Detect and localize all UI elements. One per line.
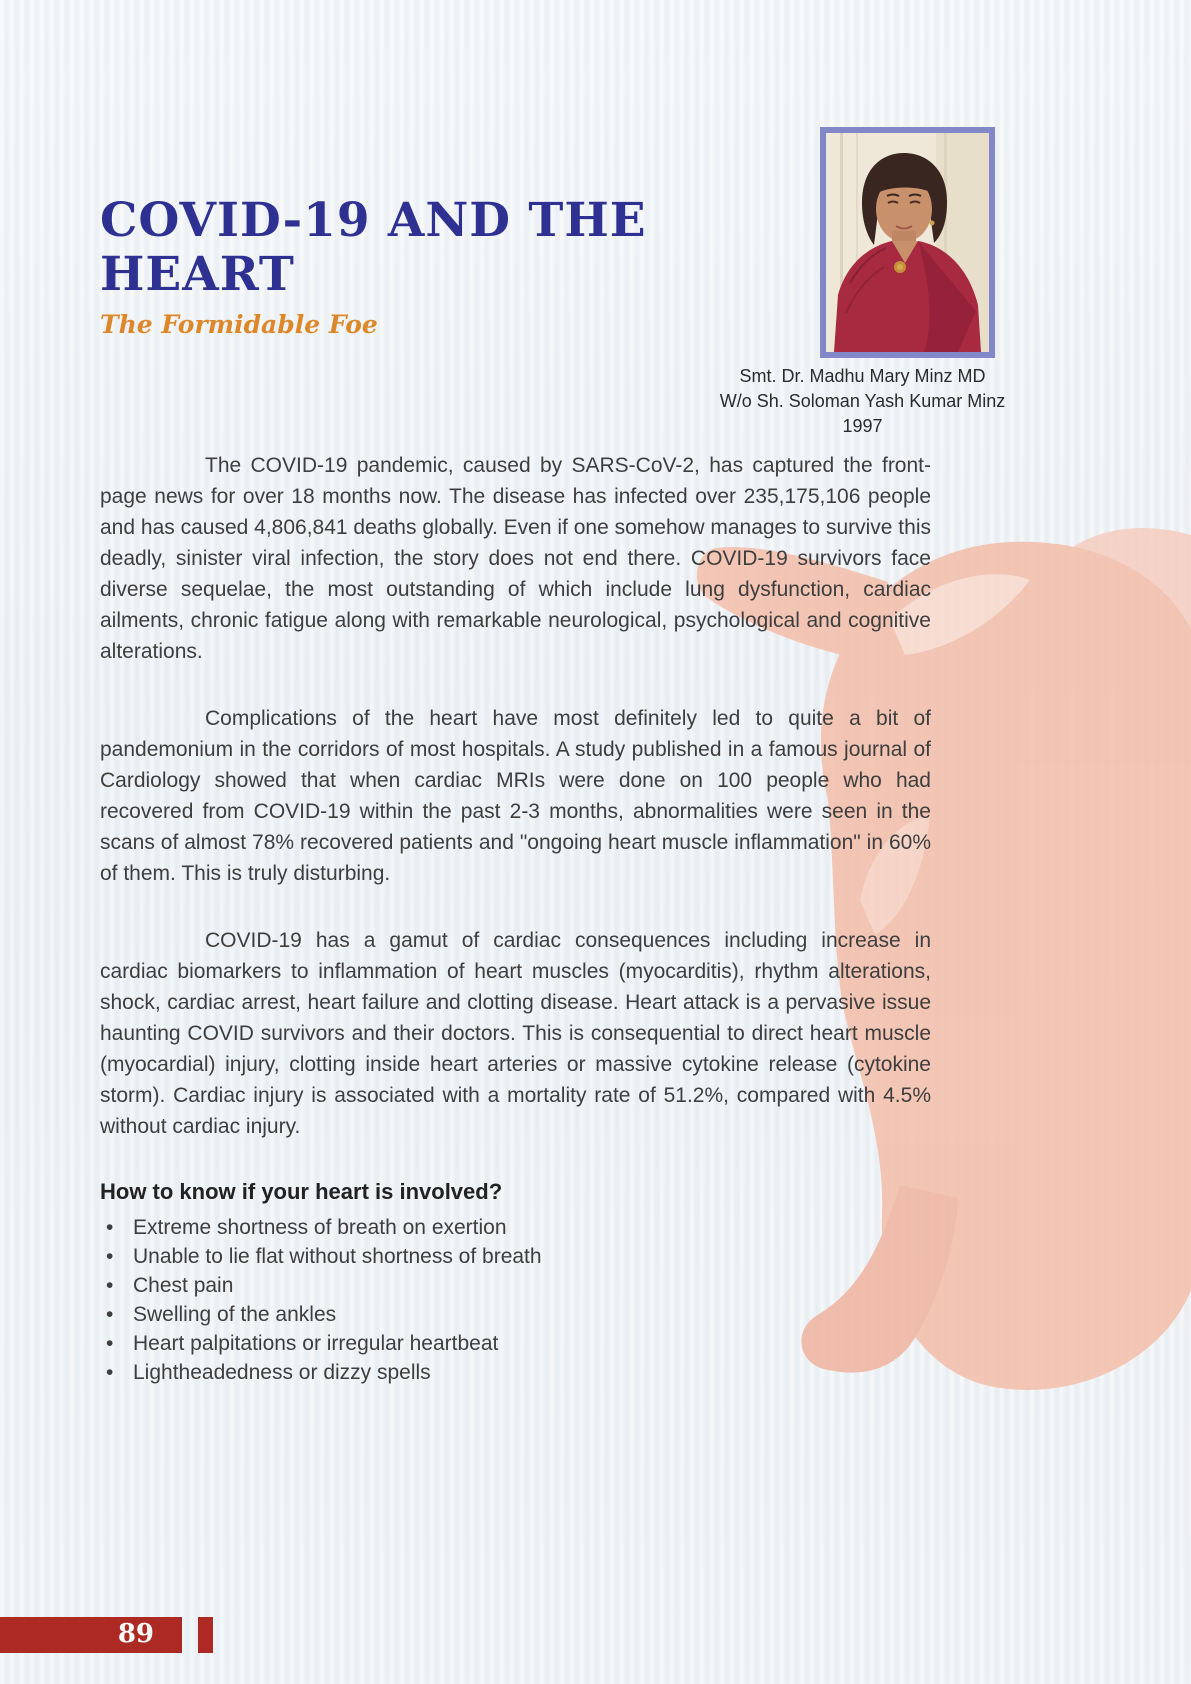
author-caption-year: 1997 [842, 416, 883, 436]
page-number-bar [0, 1617, 182, 1653]
author-photo [820, 127, 995, 358]
page-title: COVID-19 AND THE HEART [100, 193, 647, 302]
paragraph-1: The COVID-19 pandemic, caused by SARS-CoV-2, has captured the front-page news for over 18 months now. The disease has infected over 235,175,106 people and has caused 4,806,841 deaths globally. Even if one somehow manages to survive this deadly, sinister viral infection, the story does not end there. COVID-19 survivors face diverse sequelae, the most outstanding of which include lung dysfunction, cardiac ailments, chronic fatigue along with remarkable neurological, psychological and cognitive alterations. [100, 454, 931, 663]
list-item: • Swelling of the ankles [100, 1300, 931, 1329]
article-header [100, 194, 800, 340]
paragraph-2: Complications of the heart have most definitely led to quite a bit of pandemonium in the corridors of most hospitals. A study published in a famous journal of Cardiology showed that when cardiac MRIs were done on 100 people who had recovered from COVID-19 within the past 2-3 months, abnormalities were seen in the scans of almost 78% recovered patients and "ongoing heart muscle inflammation" in 60% of them. This is truly disturbing. [100, 707, 931, 885]
portrait-illustration [826, 133, 989, 352]
list-item: • Unable to lie flat without shortness of breath [100, 1242, 931, 1271]
symptom-list [100, 1213, 931, 1387]
page-subtitle: The Formidable Foe [100, 310, 378, 339]
list-item: • Heart palpitations or irregular heartbeat [100, 1329, 931, 1358]
section-heading: How to know if your heart is involved? [100, 1179, 503, 1204]
paragraph-3: COVID-19 has a gamut of cardiac consequences including increase in cardiac biomarkers to inflammation of heart muscles (myocarditis), rhythm alterations, shock, cardiac arrest, heart failure and clotting disease. Heart attack is a pervasive issue haunting COVID survivors and their doctors. This is consequential to direct heart muscle (myocardial) injury, clotting inside heart arteries or massive cytokine release (cytokine storm). Cardiac injury is associated with a mortality rate of 51.2%, compared with 4.5% without cardiac injury. [100, 929, 931, 1138]
list-item: • Lightheadedness or dizzy spells [100, 1358, 931, 1387]
list-item: • Extreme shortness of breath on exertion [100, 1213, 931, 1242]
footer-accent-block [198, 1617, 213, 1653]
list-item: • Chest pain [100, 1271, 931, 1300]
page-number: 89 [117, 1619, 154, 1649]
article-body [100, 450, 931, 1387]
author-caption-name: Smt. Dr. Madhu Mary Minz MD [739, 366, 986, 386]
author-caption-relation: W/o Sh. Soloman Yash Kumar Minz [719, 391, 1006, 411]
author-caption [690, 364, 1035, 439]
